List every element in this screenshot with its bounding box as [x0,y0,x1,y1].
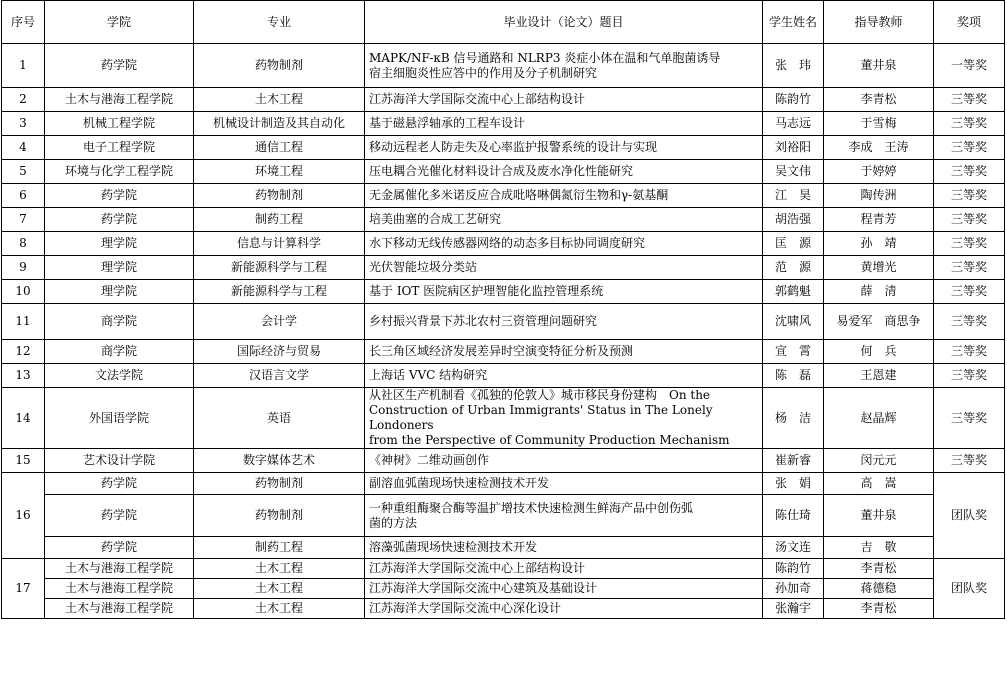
title-cell [365,44,763,88]
student-cell: 张 玮 [763,44,824,88]
advisor-cell: 高 嵩 [824,473,934,495]
title-line: 移动远程老人防走失及心率监护报警系统的设计与实现 [369,140,658,154]
major-cell: 土木工程 [194,579,365,599]
student-cell: 陈仕琦 [763,495,824,537]
title-line: 长三角区域经济发展差异时空演变特征分析及预测 [369,344,634,358]
header-college: 学院 [45,1,194,44]
college-cell: 理学院 [45,232,194,256]
student-cell: 宣 霄 [763,340,824,364]
title-line: 基于磁悬浮轴承的工程车设计 [369,116,526,130]
college-cell: 药学院 [45,473,194,495]
table-row [2,256,1005,280]
title-cell [365,112,763,136]
title-line: 江苏海洋大学国际交流中心深化设计 [369,601,562,615]
no-cell: 3 [2,112,45,136]
title-cell [365,232,763,256]
table-row [2,232,1005,256]
no-cell: 6 [2,184,45,208]
no-cell: 10 [2,280,45,304]
header-student: 学生姓名 [763,1,824,44]
title-cell [365,136,763,160]
major-cell: 制药工程 [194,208,365,232]
title-line: 水下移动无线传感器网络的动态多目标协同调度研究 [369,236,646,250]
title-line: MAPK/NF-κB 信号通路和 NLRP3 炎症小体在温和气单胞菌诱导 [369,50,721,65]
college-cell: 土木与港海工程学院 [45,88,194,112]
title-cell [365,88,763,112]
student-cell: 孙加奇 [763,579,824,599]
title-line: 菌的方法 [369,515,418,530]
advisor-cell: 黄增光 [824,256,934,280]
advisor-cell: 王恩建 [824,364,934,388]
award-cell: 三等奖 [934,388,1005,449]
title-line: 无金属催化多米诺反应合成吡咯啉偶氮衍生物和γ-氨基酮 [369,188,669,202]
no-cell: 8 [2,232,45,256]
table-row [2,136,1005,160]
table-row [2,340,1005,364]
award-cell: 三等奖 [934,136,1005,160]
award-cell: 三等奖 [934,88,1005,112]
table-body [2,44,1005,619]
college-cell: 土木与港海工程学院 [45,579,194,599]
title-cell [365,208,763,232]
title-line: 培美曲塞的合成工艺研究 [369,212,502,226]
table-row [2,364,1005,388]
student-cell: 刘裕阳 [763,136,824,160]
major-cell: 药物制剂 [194,184,365,208]
no-cell: 15 [2,449,45,473]
advisor-cell: 程青芳 [824,208,934,232]
student-cell: 汤文连 [763,537,824,559]
no-cell: 13 [2,364,45,388]
advisor-cell: 赵晶辉 [824,388,934,449]
student-cell: 陈韵竹 [763,559,824,579]
advisor-cell: 董井泉 [824,44,934,88]
student-cell: 张 娟 [763,473,824,495]
header-no: 序号 [2,1,45,44]
team-row [2,537,1005,559]
award-cell: 三等奖 [934,112,1005,136]
title-cell [365,160,763,184]
major-cell: 数字媒体艺术 [194,449,365,473]
college-cell: 药学院 [45,184,194,208]
college-cell: 土木与港海工程学院 [45,599,194,619]
major-cell: 制药工程 [194,537,365,559]
college-cell: 药学院 [45,44,194,88]
major-cell: 药物制剂 [194,495,365,537]
title-line: 从社区生产机制看《孤独的伦敦人》城市移民身份建构 On the [369,388,711,402]
advisor-cell: 薛 清 [824,280,934,304]
title-cell [365,495,763,537]
no-cell: 11 [2,304,45,340]
major-cell: 通信工程 [194,136,365,160]
title-line: 压电耦合光催化材料设计合成及废水净化性能研究 [369,164,634,178]
team-row [2,599,1005,619]
major-cell: 国际经济与贸易 [194,340,365,364]
header-advisor: 指导教师 [824,1,934,44]
title-line: 江苏海洋大学国际交流中心上部结构设计 [369,561,586,575]
header-title: 毕业设计（论文）题目 [365,1,763,44]
college-cell: 环境与化学工程学院 [45,160,194,184]
title-cell [365,559,763,579]
major-cell: 药物制剂 [194,473,365,495]
award-cell: 团队奖 [934,473,1005,559]
award-cell: 三等奖 [934,256,1005,280]
major-cell: 会计学 [194,304,365,340]
title-cell [365,304,763,340]
college-cell: 艺术设计学院 [45,449,194,473]
student-cell: 崔新睿 [763,449,824,473]
student-cell: 匡 源 [763,232,824,256]
title-cell [365,340,763,364]
major-cell: 英语 [194,388,365,449]
student-cell: 马志远 [763,112,824,136]
award-cell: 三等奖 [934,340,1005,364]
major-cell: 药物制剂 [194,44,365,88]
award-table [1,0,1005,619]
major-cell: 汉语言文学 [194,364,365,388]
title-line: 《神树》二维动画创作 [369,453,490,467]
major-cell: 土木工程 [194,88,365,112]
table-row [2,88,1005,112]
student-cell: 沈啸风 [763,304,824,340]
college-cell: 药学院 [45,495,194,537]
major-cell: 信息与计算科学 [194,232,365,256]
title-line: 江苏海洋大学国际交流中心建筑及基础设计 [369,581,598,595]
college-cell: 电子工程学院 [45,136,194,160]
title-line: 基于 IOT 医院病区护理智能化监控管理系统 [369,284,604,298]
major-cell: 新能源科学与工程 [194,280,365,304]
title-line: 乡村振兴背景下苏北农村三资管理问题研究 [369,314,598,328]
college-cell: 文法学院 [45,364,194,388]
title-line: 江苏海洋大学国际交流中心上部结构设计 [369,92,586,106]
student-cell: 陈 磊 [763,364,824,388]
table-row [2,44,1005,88]
student-cell: 郭鹤魁 [763,280,824,304]
title-cell [365,599,763,619]
team-row [2,495,1005,537]
no-cell: 4 [2,136,45,160]
student-cell: 胡浩强 [763,208,824,232]
advisor-cell: 李青松 [824,599,934,619]
title-cell [365,280,763,304]
advisor-cell: 陶传洲 [824,184,934,208]
table-row [2,184,1005,208]
student-cell: 江 昊 [763,184,824,208]
college-cell: 药学院 [45,537,194,559]
award-cell: 三等奖 [934,160,1005,184]
award-cell: 三等奖 [934,449,1005,473]
college-cell: 机械工程学院 [45,112,194,136]
header-row [2,1,1005,44]
team-row [2,559,1005,579]
award-cell: 三等奖 [934,184,1005,208]
college-cell: 理学院 [45,256,194,280]
award-cell: 团队奖 [934,559,1005,619]
student-cell: 吴文伟 [763,160,824,184]
title-cell [365,364,763,388]
advisor-cell: 于婷婷 [824,160,934,184]
title-cell [365,449,763,473]
student-cell: 杨 洁 [763,388,824,449]
advisor-cell: 孙 靖 [824,232,934,256]
award-cell: 三等奖 [934,364,1005,388]
title-line: 光伏智能垃圾分类站 [369,260,478,274]
college-cell: 药学院 [45,208,194,232]
student-cell: 陈韵竹 [763,88,824,112]
advisor-cell: 蒋德稳 [824,579,934,599]
college-cell: 商学院 [45,304,194,340]
header-major: 专业 [194,1,365,44]
title-cell [365,579,763,599]
no-cell: 1 [2,44,45,88]
title-line: Construction of Urban Immigrants' Status in The Lonely Londoners [369,403,713,432]
table-row [2,388,1005,449]
team-row [2,473,1005,495]
table-row [2,112,1005,136]
advisor-cell: 闵元元 [824,449,934,473]
title-cell [365,256,763,280]
advisor-cell: 李成 王涛 [824,136,934,160]
award-cell: 三等奖 [934,304,1005,340]
title-line: 溶藻弧菌现场快速检测技术开发 [369,540,538,554]
no-cell: 2 [2,88,45,112]
no-cell: 9 [2,256,45,280]
header-award: 奖项 [934,1,1005,44]
advisor-cell: 李青松 [824,559,934,579]
award-cell: 三等奖 [934,280,1005,304]
college-cell: 土木与港海工程学院 [45,559,194,579]
advisor-cell: 李青松 [824,88,934,112]
title-line: 上海话 VVC 结构研究 [369,368,488,382]
advisor-cell: 易爱军 商思争 [824,304,934,340]
table-row [2,280,1005,304]
table-row [2,160,1005,184]
no-cell: 12 [2,340,45,364]
title-cell [365,537,763,559]
advisor-cell: 吉 敬 [824,537,934,559]
no-cell: 16 [2,473,45,559]
team-row [2,579,1005,599]
title-cell [365,473,763,495]
title-cell [365,388,763,449]
no-cell: 14 [2,388,45,449]
no-cell: 7 [2,208,45,232]
student-cell: 张瀚宇 [763,599,824,619]
award-cell: 三等奖 [934,232,1005,256]
title-line: 一种重组酶聚合酶等温扩增技术快速检测生鲜海产品中创伤弧 [369,500,694,515]
advisor-cell: 于雪梅 [824,112,934,136]
title-cell [365,184,763,208]
title-line: 副溶血弧菌现场快速检测技术开发 [369,476,550,490]
major-cell: 新能源科学与工程 [194,256,365,280]
no-cell: 5 [2,160,45,184]
title-line: from the Perspective of Community Production Mechanism [369,433,730,447]
title-line: 宿主细胞炎性应答中的作用及分子机制研究 [369,65,598,80]
college-cell: 商学院 [45,340,194,364]
major-cell: 土木工程 [194,599,365,619]
award-cell: 三等奖 [934,208,1005,232]
college-cell: 理学院 [45,280,194,304]
college-cell: 外国语学院 [45,388,194,449]
award-cell: 一等奖 [934,44,1005,88]
student-cell: 范 源 [763,256,824,280]
table-row [2,449,1005,473]
table-row [2,304,1005,340]
advisor-cell: 何 兵 [824,340,934,364]
no-cell: 17 [2,559,45,619]
major-cell: 土木工程 [194,559,365,579]
major-cell: 机械设计制造及其自动化 [194,112,365,136]
major-cell: 环境工程 [194,160,365,184]
table-row [2,208,1005,232]
advisor-cell: 董井泉 [824,495,934,537]
